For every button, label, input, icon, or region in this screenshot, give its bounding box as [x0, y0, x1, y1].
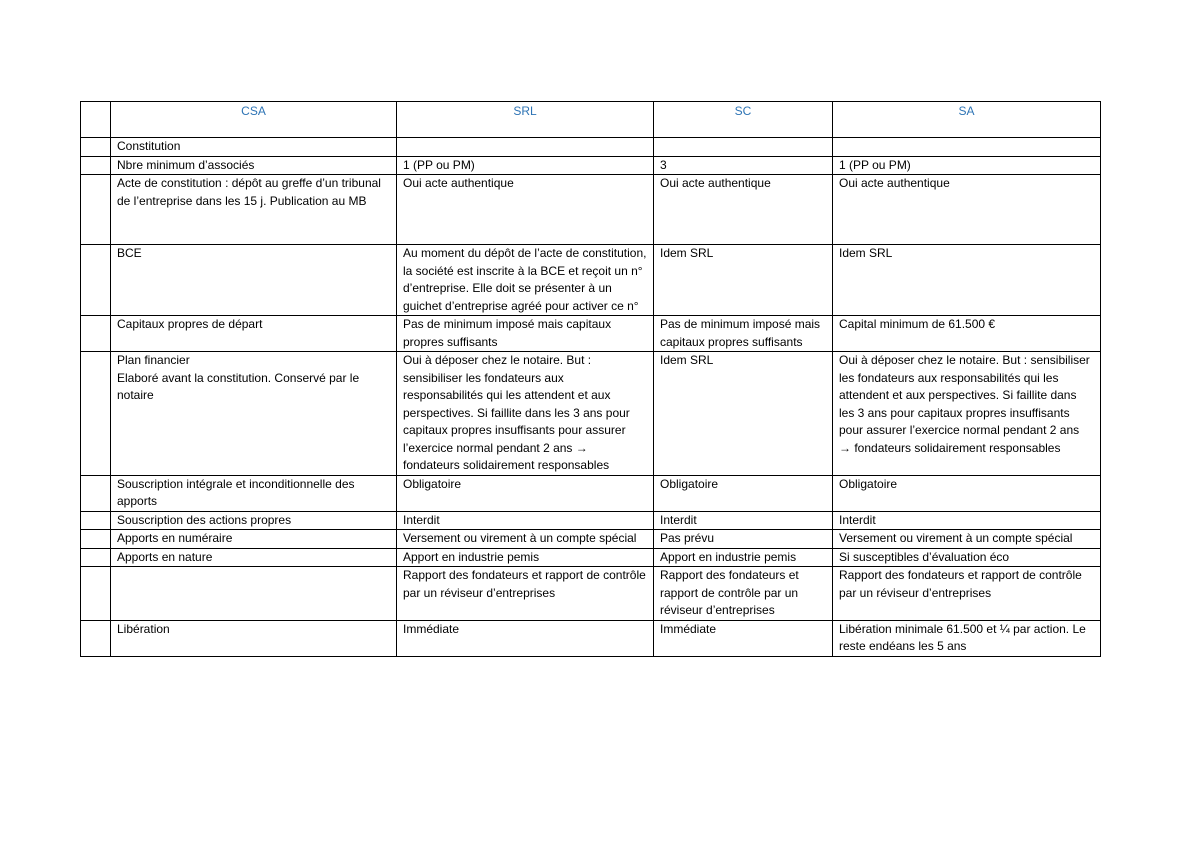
header-srl: SRL — [397, 102, 654, 138]
table-row — [81, 175, 1101, 245]
sa-cell: Interdit — [833, 511, 1101, 530]
srl-cell: Apport en industrie pemis — [397, 548, 654, 567]
table-header — [81, 102, 1101, 138]
srl-cell: Pas de minimum imposé mais capitaux propres suffisants — [397, 316, 654, 352]
row-label-cell: Plan financier Elaboré avant la constitution. Conservé par le notaire — [111, 352, 397, 476]
sa-cell: Versement ou virement à un compte spécial — [833, 530, 1101, 549]
sa-cell: Si susceptibles d’évaluation éco — [833, 548, 1101, 567]
table-row — [81, 316, 1101, 352]
srl-cell: Immédiate — [397, 620, 654, 656]
row-num-cell — [81, 156, 111, 175]
row-num-cell — [81, 245, 111, 316]
row-label-cell: Apports en nature — [111, 548, 397, 567]
row-label-cell: Capitaux propres de départ — [111, 316, 397, 352]
sc-cell: Pas de minimum imposé mais capitaux propres suffisants — [654, 316, 833, 352]
sa-cell: Rapport des fondateurs et rapport de contrôle par un réviseur d’entreprises — [833, 567, 1101, 621]
sc-cell: Immédiate — [654, 620, 833, 656]
header-csa: CSA — [111, 102, 397, 138]
srl-cell: Oui acte authentique — [397, 175, 654, 245]
sc-cell: 3 — [654, 156, 833, 175]
table-row — [81, 620, 1101, 656]
srl-cell: Interdit — [397, 511, 654, 530]
row-num-cell — [81, 548, 111, 567]
table-row — [81, 548, 1101, 567]
row-num-cell — [81, 316, 111, 352]
header-sa: SA — [833, 102, 1101, 138]
sa-cell: Oui à déposer chez le notaire. But : sensibiliser les fondateurs aux responsabilités qui les attendent et aux perspectives. Si faillite dans les 3 ans pour capitaux propres insuffisants pour assurer l’exercice normal pendant 2 ans → fondateurs solidairement responsables — [833, 352, 1101, 476]
sa-cell: Oui acte authentique — [833, 175, 1101, 245]
row-label-cell: Nbre minimum d’associés — [111, 156, 397, 175]
row-num-cell — [81, 475, 111, 511]
sc-cell: Interdit — [654, 511, 833, 530]
row-num-cell — [81, 511, 111, 530]
table-row — [81, 245, 1101, 316]
srl-cell: Rapport des fondateurs et rapport de contrôle par un réviseur d’entreprises — [397, 567, 654, 621]
row-label-cell: BCE — [111, 245, 397, 316]
sa-cell: Idem SRL — [833, 245, 1101, 316]
sc-cell: Apport en industrie pemis — [654, 548, 833, 567]
row-label-cell: Constitution — [111, 138, 397, 157]
table-row — [81, 352, 1101, 476]
table-body — [81, 138, 1101, 657]
row-label-cell — [111, 567, 397, 621]
row-num-cell — [81, 138, 111, 157]
table-row — [81, 156, 1101, 175]
row-label-cell: Libération — [111, 620, 397, 656]
row-label-cell: Souscription des actions propres — [111, 511, 397, 530]
srl-cell: Oui à déposer chez le notaire. But : sensibiliser les fondateurs aux responsabilités qui les attendent et aux perspectives. Si faillite dans les 3 ans pour capitaux propres insuffisants pour assurer l’exercice normal pendant 2 ans → fondateurs solidairement responsables — [397, 352, 654, 476]
table-row — [81, 475, 1101, 511]
row-label-cell: Apports en numéraire — [111, 530, 397, 549]
sa-cell: Capital minimum de 61.500 € — [833, 316, 1101, 352]
header-sc: SC — [654, 102, 833, 138]
sc-cell: Idem SRL — [654, 245, 833, 316]
sc-cell — [654, 138, 833, 157]
sa-cell: Libération minimale 61.500 et ¼ par action. Le reste endéans les 5 ans — [833, 620, 1101, 656]
table-row — [81, 511, 1101, 530]
table-row — [81, 567, 1101, 621]
sa-cell — [833, 138, 1101, 157]
row-label-cell: Acte de constitution : dépôt au greffe d’un tribunal de l’entreprise dans les 15 j. Publication au MB — [111, 175, 397, 245]
sc-cell: Idem SRL — [654, 352, 833, 476]
comparison-table — [80, 101, 1101, 657]
table-row — [81, 530, 1101, 549]
row-num-cell — [81, 530, 111, 549]
srl-cell: Obligatoire — [397, 475, 654, 511]
row-num-cell — [81, 352, 111, 476]
srl-cell: Au moment du dépôt de l’acte de constitution, la société est inscrite à la BCE et reçoit un n° d’entreprise. Elle doit se présenter à un guichet d’entreprise agréé pour activer ce n° — [397, 245, 654, 316]
sc-cell: Oui acte authentique — [654, 175, 833, 245]
sc-cell: Obligatoire — [654, 475, 833, 511]
srl-cell: Versement ou virement à un compte spécial — [397, 530, 654, 549]
sa-cell: Obligatoire — [833, 475, 1101, 511]
sc-cell: Pas prévu — [654, 530, 833, 549]
header-num-cell — [81, 102, 111, 138]
srl-cell: 1 (PP ou PM) — [397, 156, 654, 175]
row-label-cell: Souscription intégrale et inconditionnelle des apports — [111, 475, 397, 511]
row-num-cell — [81, 620, 111, 656]
sa-cell: 1 (PP ou PM) — [833, 156, 1101, 175]
table-row — [81, 138, 1101, 157]
row-num-cell — [81, 567, 111, 621]
srl-cell — [397, 138, 654, 157]
sc-cell: Rapport des fondateurs et rapport de contrôle par un réviseur d’entreprises — [654, 567, 833, 621]
header-row — [81, 102, 1101, 138]
row-num-cell — [81, 175, 111, 245]
